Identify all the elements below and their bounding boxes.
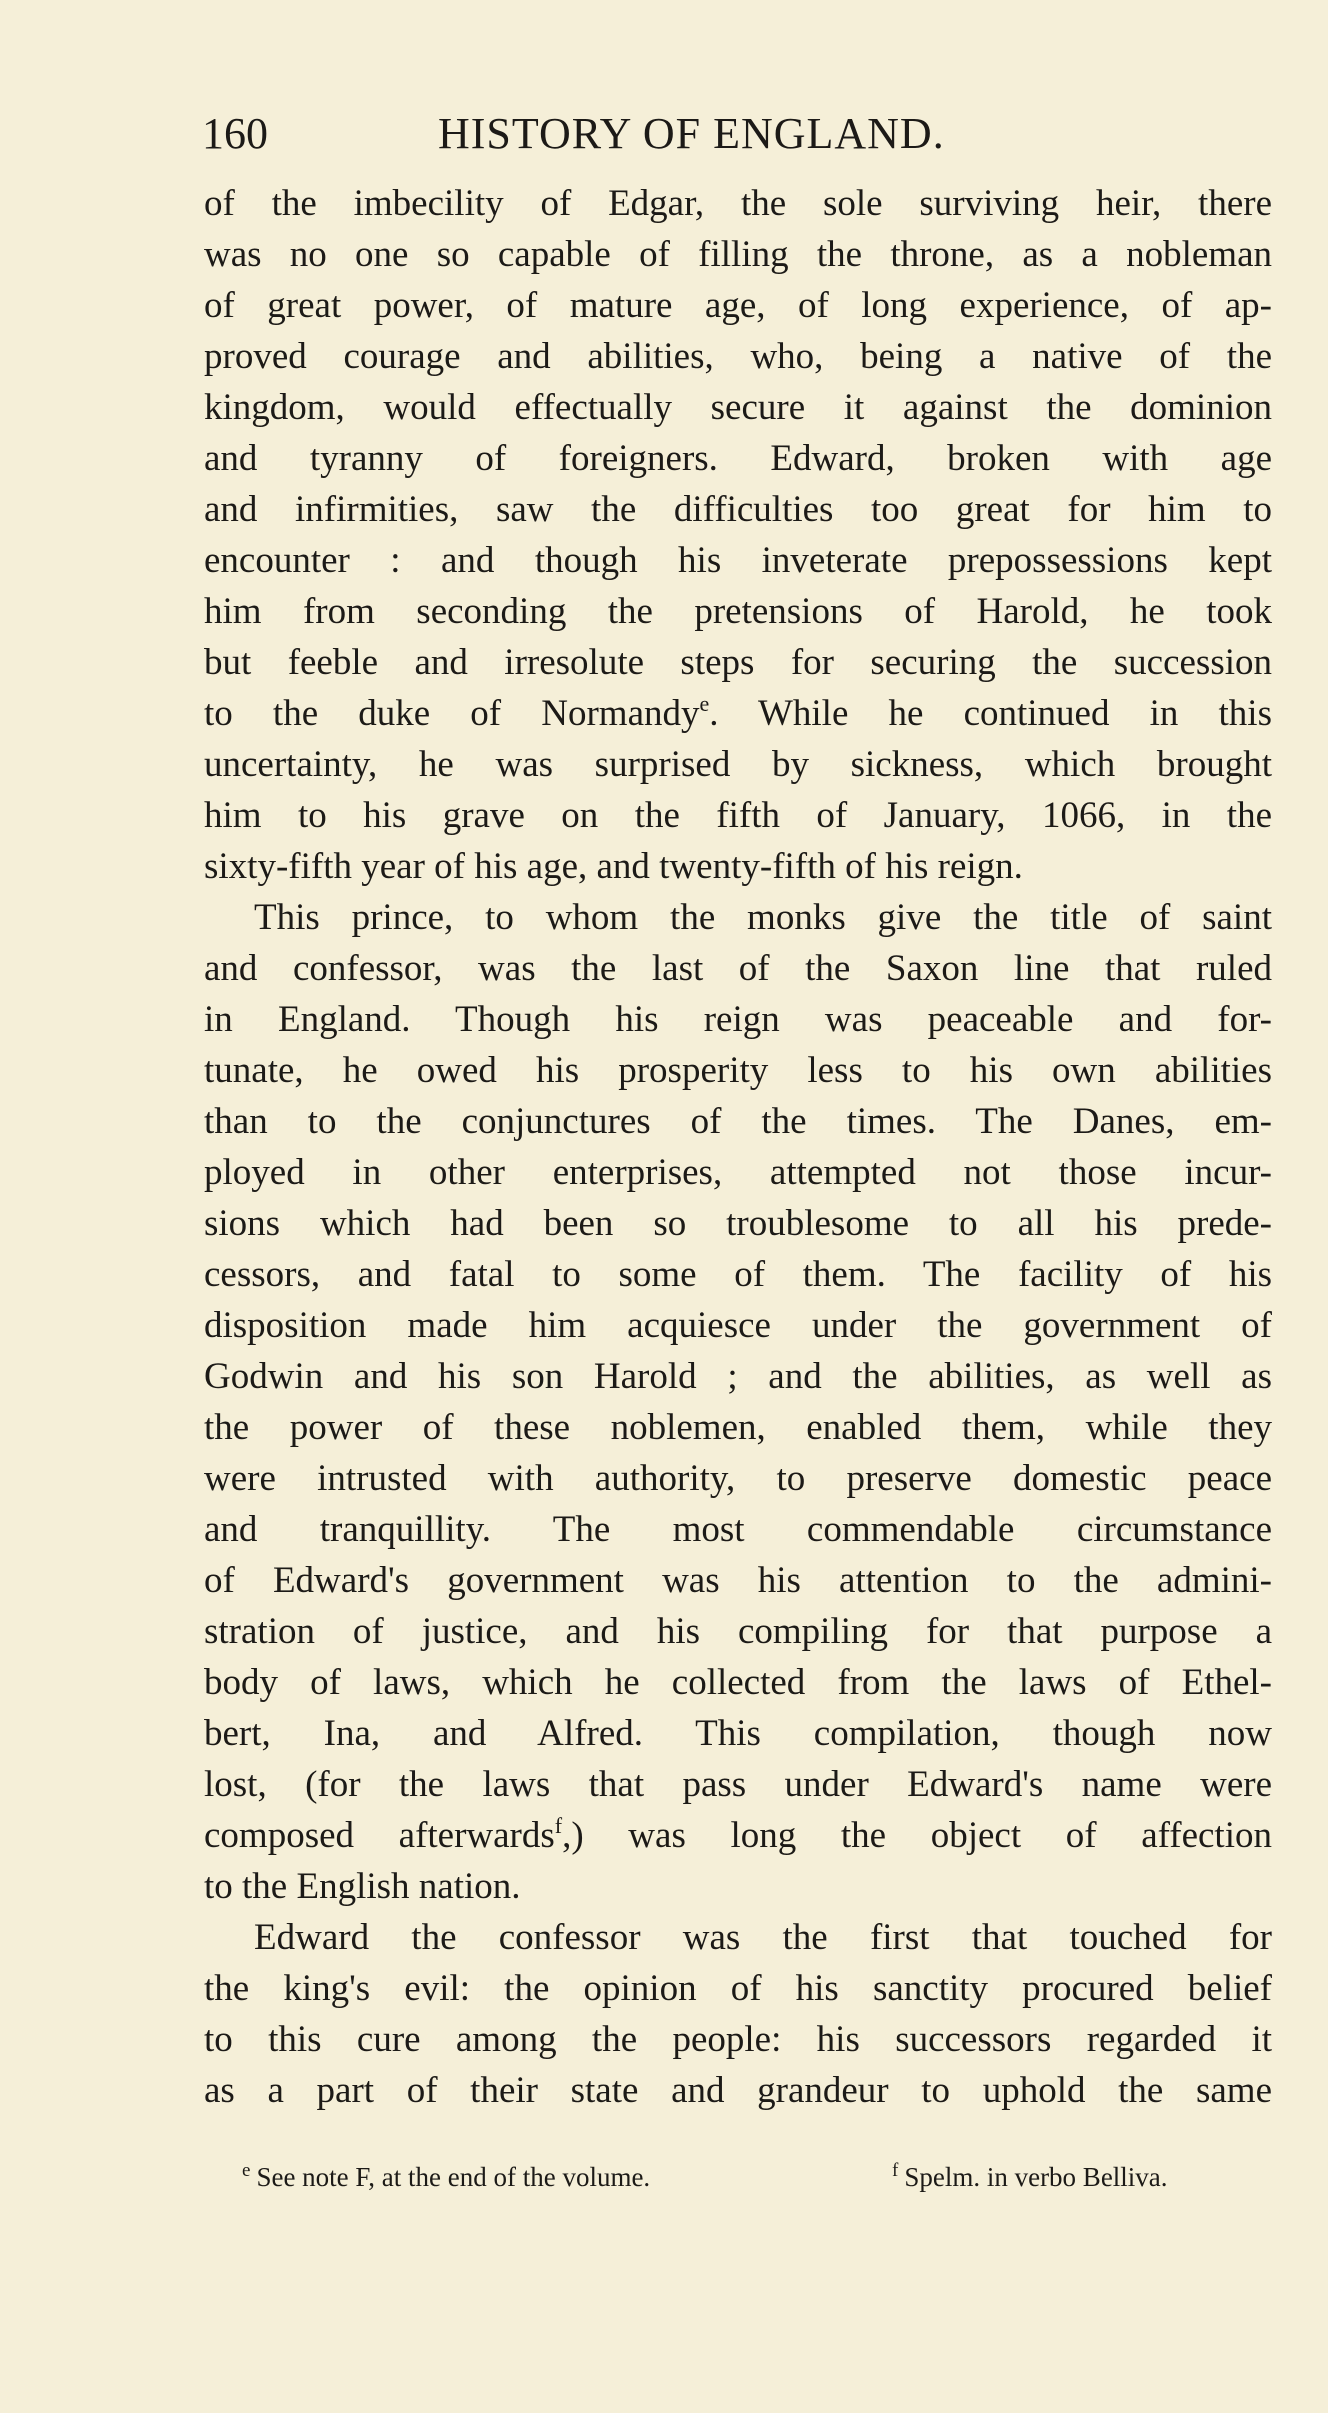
- footnote-e: [242, 2162, 650, 2193]
- body-text: [204, 178, 1272, 2116]
- text-line: and infirmities, saw the difficulties too great for him to: [204, 489, 1272, 530]
- text-line: and tyranny of foreigners. Edward, broken with age: [204, 438, 1272, 479]
- text-line: in England. Though his reign was peaceable and for-: [204, 999, 1272, 1040]
- text-line: of Edward's government was his attention to the admini-: [204, 1560, 1272, 1601]
- text-line: [204, 688, 1272, 739]
- text-line: were intrusted with authority, to preserve domestic peace: [204, 1458, 1272, 1499]
- footnote-f: [892, 2162, 1168, 2193]
- text-line: him from seconding the pretensions of Harold, he took: [204, 591, 1272, 632]
- text-line: than to the conjunctures of the times. The Danes, em-: [204, 1101, 1272, 1142]
- text-line: of the imbecility of Edgar, the sole surviving heir, there: [204, 183, 1272, 224]
- text-line: cessors, and fatal to some of them. The facility of his: [204, 1254, 1272, 1295]
- text-line: body of laws, which he collected from the laws of Ethel-: [204, 1662, 1272, 1703]
- footnotes: [242, 2162, 1272, 2202]
- text-line: tunate, he owed his prosperity less to his own abilities: [204, 1050, 1272, 1091]
- text-line: to the English nation.: [204, 1866, 521, 1907]
- text-fragment: composed afterwards: [204, 1815, 555, 1856]
- page-number: 160: [202, 109, 268, 158]
- text-line: bert, Ina, and Alfred. This compilation, though now: [204, 1713, 1272, 1754]
- text-line: as a part of their state and grandeur to uphold the same: [204, 2070, 1272, 2111]
- text-fragment: ,) was long the object of affection: [562, 1815, 1272, 1856]
- text-fragment: to the duke of Normandy: [204, 693, 700, 734]
- text-line: him to his grave on the fifth of January, 1066, in the: [204, 795, 1272, 836]
- text-line: This prince, to whom the monks give the title of saint: [254, 897, 1272, 938]
- footnote-reference-e[interactable]: e: [699, 691, 710, 716]
- text-line: disposition made him acquiesce under the government of: [204, 1305, 1272, 1346]
- footnote-mark: e: [242, 2160, 251, 2181]
- text-line: the power of these noblemen, enabled them, while they: [204, 1407, 1272, 1448]
- footnote-mark: f: [892, 2160, 899, 2181]
- text-line: lost, (for the laws that pass under Edward's name were: [204, 1764, 1272, 1805]
- footnote-reference-f[interactable]: f: [554, 1813, 563, 1838]
- text-line: uncertainty, he was surprised by sickness, which brought: [204, 744, 1272, 785]
- text-fragment: . While he continued in this: [709, 693, 1272, 734]
- text-line: kingdom, would effectually secure it against the dominion: [204, 387, 1272, 428]
- text-line: sions which had been so troublesome to all his prede-: [204, 1203, 1272, 1244]
- text-line: Godwin and his son Harold ; and the abilities, as well as: [204, 1356, 1272, 1397]
- footnote-text: See note F, at the end of the volume.: [256, 2162, 651, 2192]
- text-line: sixty-fifth year of his age, and twenty-fifth of his reign.: [204, 846, 1023, 887]
- text-line: was no one so capable of filling the throne, as a nobleman: [204, 234, 1272, 275]
- text-line: and confessor, was the last of the Saxon line that ruled: [204, 948, 1272, 989]
- text-line: ployed in other enterprises, attempted not those incur-: [204, 1152, 1272, 1193]
- text-line: stration of justice, and his compiling for that purpose a: [204, 1611, 1272, 1652]
- footnote-text: Spelm. in verbo Belliva.: [904, 2162, 1168, 2192]
- text-line: encounter : and though his inveterate prepossessions kept: [204, 540, 1272, 581]
- text-line: to this cure among the people: his successors regarded it: [204, 2019, 1272, 2060]
- text-line: of great power, of mature age, of long experience, of ap-: [204, 285, 1272, 326]
- text-line: but feeble and irresolute steps for securing the succession: [204, 642, 1272, 683]
- page-header: [202, 108, 1272, 168]
- text-line: [204, 1810, 1272, 1861]
- text-line: and tranquillity. The most commendable circumstance: [204, 1509, 1272, 1550]
- running-head: HISTORY OF ENGLAND.: [438, 109, 945, 158]
- text-line: the king's evil: the opinion of his sanctity procured belief: [204, 1968, 1272, 2009]
- text-line: Edward the confessor was the first that touched for: [254, 1917, 1272, 1958]
- text-line: proved courage and abilities, who, being a native of the: [204, 336, 1272, 377]
